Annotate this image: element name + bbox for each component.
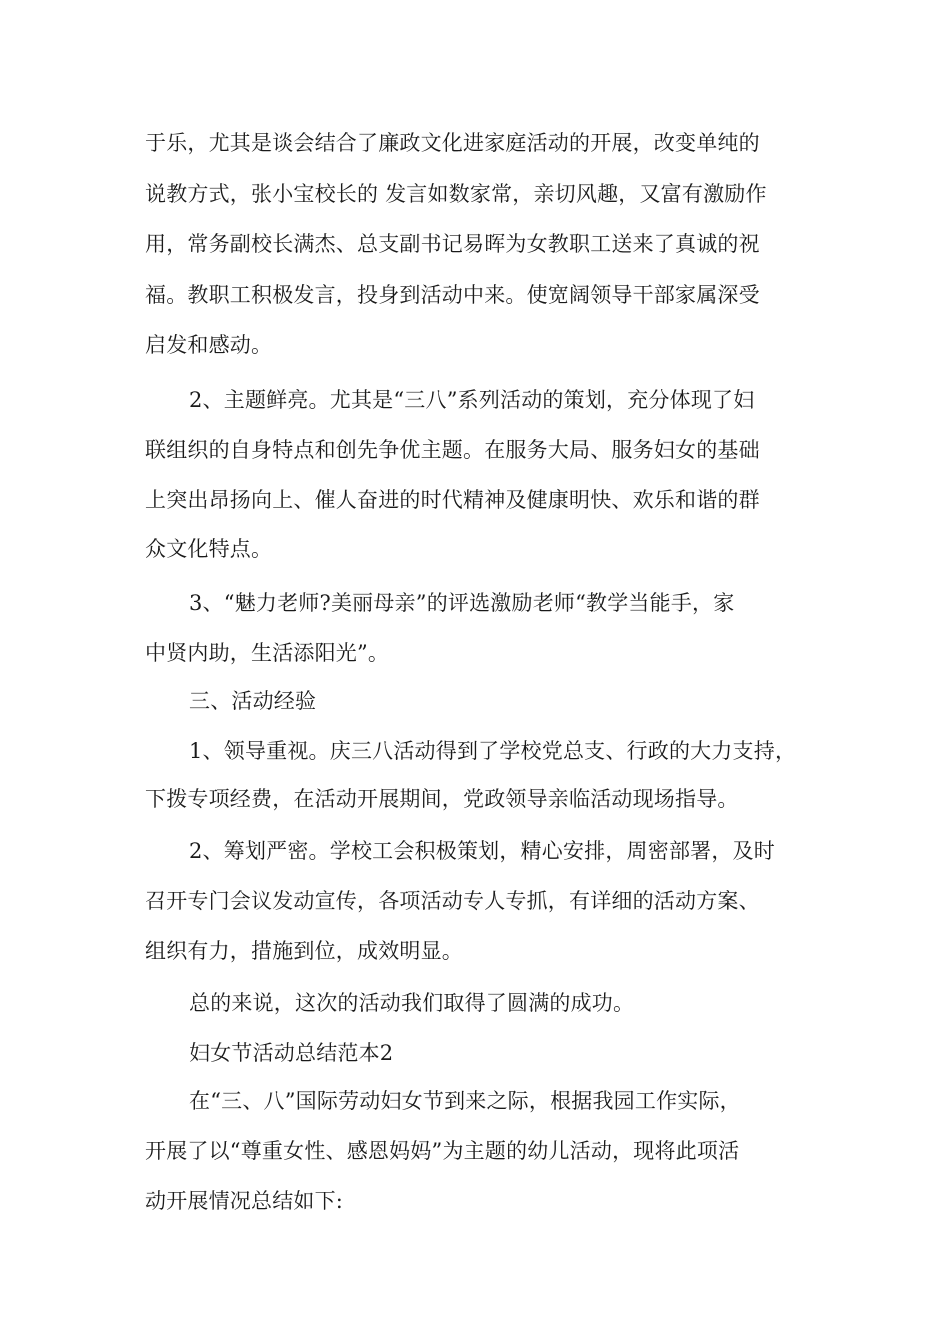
paragraph-line: 说教方式，张小宝校长的 发言如数家常，亲切风趣，又富有激励作 [145,182,767,206]
paragraph-line: 联组织的自身特点和创先争优主题。在服务大局、服务妇女的基础 [145,438,760,462]
paragraph-line: 召开专门会议发动宣传，各项活动专人专抓，有详细的活动方案、 [145,889,760,913]
paragraph-line: 总的来说，这次的活动我们取得了圆满的成功。 [189,991,635,1015]
paragraph-line: 于乐，尤其是谈会结合了廉政文化进家庭活动的开展，改变单纯的 [145,131,760,155]
paragraph-line: 2、筹划严密。学校工会积极策划，精心安排，周密部署，及时 [189,839,775,863]
section-heading: 妇女节活动总结范本2 [189,1041,394,1065]
paragraph-line: 在“三、八”国际劳动妇女节到来之际，根据我园工作实际， [189,1089,741,1113]
paragraph-line: 下拨专项经费，在活动开展期间，党政领导亲临活动现场指导。 [145,787,739,811]
section-heading: 三、活动经验 [189,689,317,713]
paragraph-line: 上突出昂扬向上、催人奋进的时代精神及健康明快、欢乐和谐的群 [145,488,760,512]
paragraph-line: 2、主题鲜亮。尤其是“三八”系列活动的策划，充分体现了妇 [189,388,755,412]
paragraph-line: 3、“魅力老师?美丽母亲”的评选激励老师“教学当能手，家 [189,591,735,615]
paragraph-line: 中贤内助，生活添阳光”。 [145,641,390,665]
paragraph-line: 启发和感动。 [145,333,273,357]
paragraph-line: 动开展情况总结如下: [145,1189,344,1213]
paragraph-line: 组织有力，措施到位，成效明显。 [145,939,463,963]
paragraph-line: 用，常务副校长满杰、总支副书记易晖为女教职工送来了真诚的祝 [145,232,760,256]
paragraph-line: 福。教职工积极发言，投身到活动中来。使宽阔领导干部家属深受 [145,283,760,307]
paragraph-line: 开展了以“尊重女性、感恩妈妈”为主题的幼儿活动，现将此项活 [145,1139,740,1163]
paragraph-line: 1、领导重视。庆三八活动得到了学校党总支、行政的大力支持， [189,739,797,763]
paragraph-line: 众文化特点。 [145,537,273,561]
